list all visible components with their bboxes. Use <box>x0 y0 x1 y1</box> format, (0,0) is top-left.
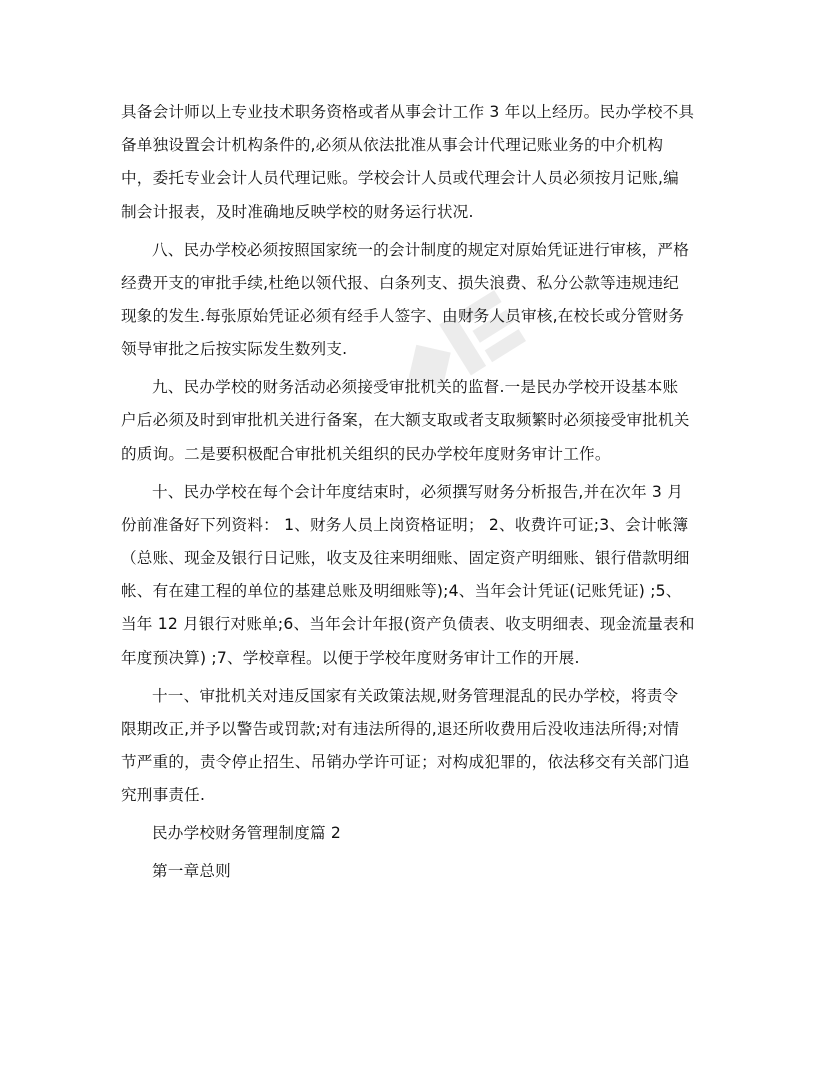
chapter-title: 第一章总则 <box>152 862 231 881</box>
paragraph-line: 领导审批之后按实际发生数列支. <box>121 340 348 359</box>
paragraph-line: 帐、有在建工程的单位的基建总账及明细账等);4、当年会计凭证(记账凭证) ;5、 <box>121 582 682 601</box>
paragraph-line: 节严重的，责令停止招生、吊销办学许可证；对构成犯罪的，依法移交有关部门追 <box>121 753 690 772</box>
paragraph-line: 经费开支的审批手续,杜绝以领代报、白条列支、损失浪费、私分公款等违规违纪 <box>121 273 679 292</box>
paragraph-line: 十、民办学校在每个会计年度结束时，必须撰写财务分析报告,并在次年 3 月 <box>152 482 683 501</box>
paragraph-line: （总账、现金及银行日记账，收支及往来明细账、固定资产明细账、银行借款明细 <box>121 549 690 568</box>
paragraph-line: 份前准备好下列资料： 1、财务人员上岗资格证明； 2、收费许可证;3、会计帐簿 <box>121 515 689 534</box>
paragraph-line: 究刑事责任. <box>121 786 206 805</box>
paragraph-line: 九、民办学校的财务活动必须接受审批机关的监督.一是民办学校开设基本账 <box>152 378 679 397</box>
paragraph-line: 具备会计师以上专业技术职务资格或者从事会计工作 3 年以上经历。民办学校不具 <box>121 103 695 121</box>
paragraph-line: 中，委托专业会计人员代理记账。学校会计人员或代理会计人员必须按月记账,编 <box>121 169 679 188</box>
paragraph-line: 现象的发生.每张原始凭证必须有经手人签字、由财务人员审核,在校长或分管财务 <box>121 307 685 326</box>
paragraph-line: 制会计报表，及时准确地反映学校的财务运行状况. <box>121 202 474 221</box>
document-body <box>121 96 711 893</box>
paragraph-article-8 <box>121 234 711 367</box>
paragraph-article-10 <box>121 476 711 675</box>
paragraph-article-9 <box>121 371 711 471</box>
paragraph-article-11 <box>121 680 711 813</box>
paragraph-line: 八、民办学校必须按照国家统一的会计制度的规定对原始凭证进行审核，严格 <box>152 240 689 259</box>
paragraph-0 <box>121 96 711 229</box>
paragraph-line: 备单独设置会计机构条件的,必须从依法批准从事会计代理记账业务的中介机构 <box>121 136 664 155</box>
paragraph-line: 年度预决算) ;7、学校章程。以便于学校年度财务审计工作的开展. <box>121 648 580 667</box>
paragraph-line: 的质询。二是要积极配合审批机关组织的民办学校年度财务审计工作。 <box>121 444 611 463</box>
paragraph-line: 当年 12 月银行对账单;6、当年会计年报(资产负债表、收支明细表、现金流量表和 <box>121 615 695 634</box>
paragraph-line: 限期改正,并予以警告或罚款;对有违法所得的,退还所收费用后没收违法所得;对情 <box>121 719 680 738</box>
section-title: 民办学校财务管理制度篇 2 <box>152 824 342 843</box>
paragraph-line: 十一、审批机关对违反国家有关政策法规,财务管理混乱的民办学校，将责令 <box>152 686 679 705</box>
paragraph-line: 户后必须及时到审批机关进行备案，在大额支取或者支取频繁时必须接受审批机关 <box>121 411 690 430</box>
